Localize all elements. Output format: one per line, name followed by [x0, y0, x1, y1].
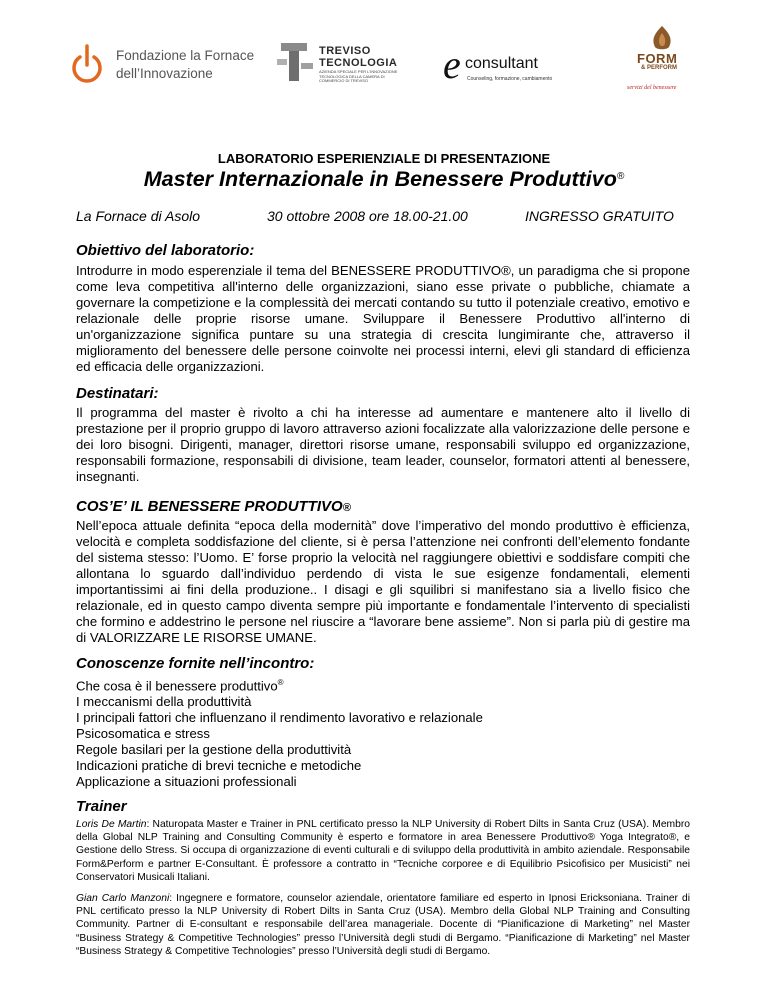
form-perform-logo: FORM & PERFORM servizi del benessere — [625, 25, 700, 100]
list-item: Psicosomatica e stress — [76, 726, 210, 742]
flame-icon — [647, 25, 677, 51]
heading-trainer: Trainer — [76, 798, 127, 815]
list-item: I principali fattori che influenzano il rendimento lavorativo e relazionale — [76, 710, 483, 726]
event-datetime: 30 ottobre 2008 ore 18.00-21.00 — [267, 208, 468, 224]
heading-cose: COS’E’ IL BENESSERE PRODUTTIVO® — [76, 498, 351, 515]
lab-title: LABORATORIO ESPERIENZIALE DI PRESENTAZIONE — [217, 151, 551, 166]
event-location: La Fornace di Asolo — [76, 208, 200, 224]
paragraph-obiettivo: Introdurre in modo esperenziale il tema del BENESSERE PRODUTTIVO®, un paradigma che si propone come leva competitiva all'interno delle organizzazioni, siano esse private o pubbliche, chiamate a governare la competizione e la complessità dei mercati contando su tutto il potenziale creativo, emotivo e relazionale delle proprie risorse umane. Sviluppare il Benessere Produttivo all'interno di un'organizzazione significa puntare su una strategia di crescita lungimirante che, attraverso il miglioramento del benessere delle persone coinvolte nei processi interni, elevi gli standard di efficienza ed efficacia delle organizzazioni. — [76, 263, 690, 374]
list-item: Applicazione a situazioni professionali — [76, 774, 297, 790]
treviso-tecnologia-logo: TREVISO TECNOLOGIA AZIENDA SPECIALE PER L’INNOVAZIONE TECNOLOGICA DELLA CAMERA DI COMMERCIO DI TREVISO — [275, 39, 405, 99]
heading-conoscenze: Conoscenze fornite nell’incontro: — [76, 655, 315, 672]
list-item: Che cosa è il benessere produttivo® — [76, 678, 284, 694]
main-title: Master Internazionale in Benessere Produttivo® — [143, 167, 625, 191]
heading-obiettivo: Obiettivo del laboratorio: — [76, 242, 255, 259]
knowledge-list — [76, 675, 690, 790]
event-entry: INGRESSO GRATUITO — [525, 208, 674, 224]
fornace-logo-text: Fondazione la Fornace dell’Innovazione — [116, 48, 255, 81]
power-icon — [70, 43, 104, 83]
heading-destinatari: Destinatari: — [76, 385, 159, 402]
paragraph-destinatari: Il programma del master è rivolto a chi ha interesse ad aumentare e mantenere alto il livello di prestazione per il proprio gruppo di lavoro attraverso azioni focalizzate alla valorizzazione delle persone e dei loro bisogni. Dirigenti, manager, direttori risorse umane, responsabili sviluppo ed organizzazione, responsabili formazione, responsabili di divisione, team leader, counselor, formatori attenti al benessere, insegnanti. — [76, 405, 690, 484]
list-item: I meccanismi della produttività — [76, 694, 252, 710]
logo-bar — [0, 25, 768, 105]
list-item: Indicazioni pratiche di brevi tecniche e metodiche — [76, 758, 362, 774]
paragraph-cose: Nell’epoca attuale definita “epoca della modernità” dove l’imperativo del mondo produttivo è efficienza, velocità e completa soddisfazione del cliente, si è persa l’attenzione nei confronti dell’elemento fondante del sistema stesso: l’Uomo. E’ forse proprio la velocità nel raggiungere obiettivi e soddisfare compiti che allontana lo sguardo dall’individuo perdendo di vista le sue esigenze fondamentali, elementi importantissimi ai fini della produzione.. I disagi e gli squilibri si manifestano sia a livello fisico che relazionale, ed in questo campo diventa sempre più importante e fondamentale l’intervento di specialisti che formino e addestrino le persone nel riuscire a “lavorare bene assieme”. Non si parla più di gestire ma di VALORIZZARE LE RISORSE UMANE. — [76, 518, 690, 645]
trainer-2-name: Gian Carlo Manzoni — [76, 893, 170, 904]
fornace-logo — [70, 43, 260, 103]
paragraph-trainer-2: Gian Carlo Manzoni: Ingegnere e formatore, counselor aziendale, orientatore familiare ed esperto in Ipnosi Ericksoniana. Trainer di PNL certificato presso la NLP University di Robert Dilts in Santa Cruz (USA). Membro della Global NLP Training and Consulting Community. Partner di E-consultant e responsabile dell’area manageriale. Docente di “Pianificazione di Marketing” nel Master “Business Strategy & Competitive Technologies” presso l’Università degli studi di Bergamo. “Pianificazione di Marketing” nel Master “Business Strategy & Competitive Technologies” presso l’Università degli studi di Bergamo. — [76, 893, 690, 957]
list-item: Regole basilari per la gestione della produttività — [76, 742, 352, 758]
paragraph-trainer-1: Loris De Martin: Naturopata Master e Trainer in PNL certificato presso la NLP University di Robert Dilts in Santa Cruz (USA). Membro della Global NLP Training and Consulting Community è esperto e formatore in area Benessere Produttivo® Yoga Integrato®, e Gestione dello Stress. Si occupa di organizzazione di eventi culturali e di sviluppo della produttività in ambito aziendale. Responsabile Form&Perform e partner E-Consultant. È professore a contratto in “Tecniche corporee e di Equilibrio Psicofisico per Musicisti” nei Conservatori Musicali Italiani. — [76, 819, 690, 883]
econsultant-logo: e consultant Counseling, formazione, cambiamento — [443, 42, 553, 87]
trainer-1-name: Loris De Martin — [76, 819, 147, 830]
treviso-mark-icon — [275, 39, 319, 87]
